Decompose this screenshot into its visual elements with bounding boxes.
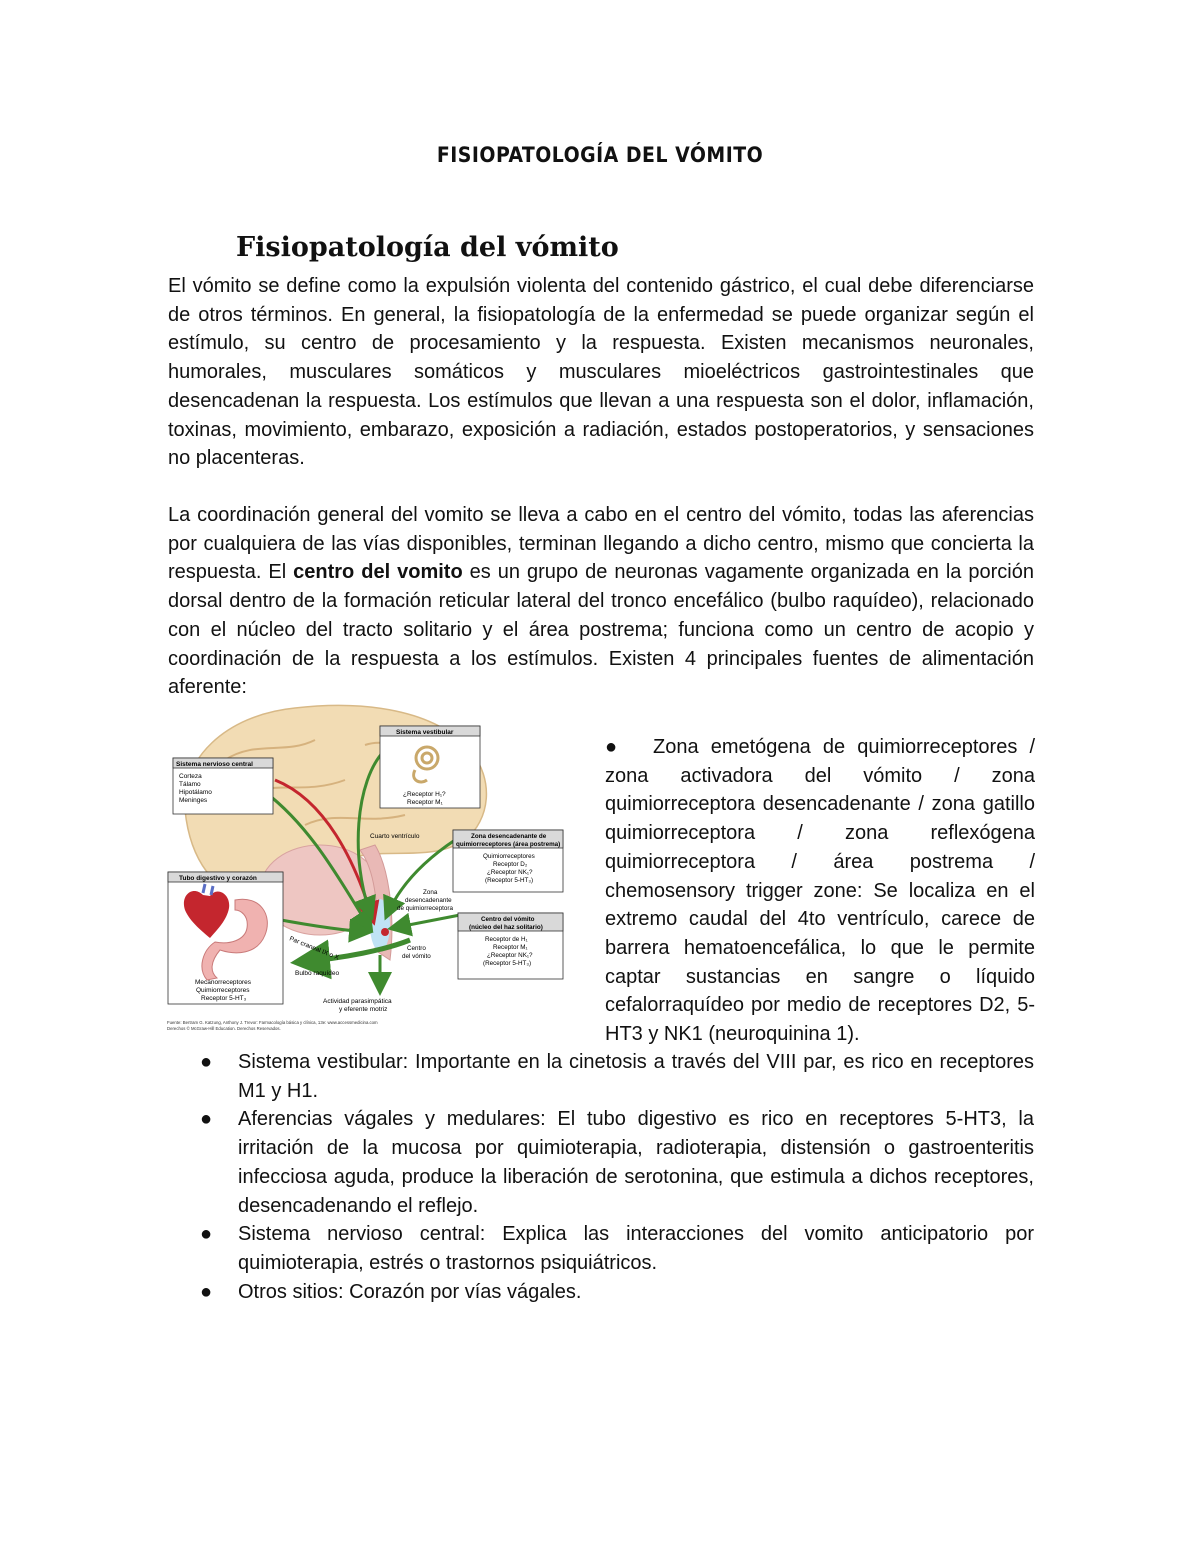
bullet-dot: ● <box>200 1108 213 1131</box>
centro-item: Receptor de H₁ <box>485 936 528 943</box>
list-item <box>200 1048 1034 1105</box>
tubo-item: Receptor 5-HT₃ <box>201 995 247 1002</box>
tubo-item: Mecanorreceptores <box>195 979 251 986</box>
vestibular-title: Sistema vestibular <box>396 729 454 736</box>
bulbo-label: Bulbo raquídeo <box>295 970 340 977</box>
bullet-dot: ● <box>200 1223 213 1246</box>
afferent-sources-list <box>200 1048 1034 1306</box>
zona-item: Quimiorreceptores <box>483 853 535 860</box>
list-item-text: Aferencias vágales y medulares: El tubo digestivo es rico en receptores 5-HT3, la irritación de la mucosa por quimioterapia, radioterapia, distensión o gastroenteritis infecciosa aguda, produce la liberación de serotonina, que estimula a dichos receptores, desencadenando el reflejo. <box>238 1108 1034 1217</box>
side-bullet-text: Zona emetógena de quimiorreceptores / zona activadora del vómito / zona quimiorreceptora desencadenante / zona gatillo quimiorreceptora / zona reflexógena quimiorreceptora / área postrema / chemosensory trigger zone: Se localiza en el extremo caudal del 4to ventrículo, carece de barrera hematoencefálica, lo que le permite captar sustancias en sangre o líquido cefalorraquídeo por medio de receptores D2, 5-HT3 y NK1 (neuroquinina 1). <box>605 736 1035 1046</box>
zona-label: Zona <box>423 889 438 896</box>
centro-label: del vómito <box>402 953 431 960</box>
vomiting-pathway-figure <box>165 700 575 1032</box>
centro-title: Centro del vómito <box>481 916 535 923</box>
list-item <box>200 1220 1034 1277</box>
snc-item: Hipotálamo <box>179 789 212 796</box>
cuarto-ventriculo-label: Cuarto ventrículo <box>370 833 420 840</box>
centro-item: (Receptor 5-HT₃) <box>483 960 532 967</box>
bullet-dot: ● <box>200 1280 213 1303</box>
zone-dot <box>381 928 389 936</box>
figure-source: Fuente: Bertram G. Katzung, Anthony J. Trevor: Farmacología básica y clínica, 13e: www.accessmedicina.com <box>167 1020 378 1025</box>
zona-label: de quimiorreceptora <box>397 905 454 912</box>
centro-del-vomito-bold: centro del vomito <box>293 561 463 584</box>
paragraph-coordination-part1: La coordinación general del vomito se lleva a cabo en el centro del vómito, todas las aferencias por cualquiera de las vías disponibles, terminan llegando a dicho centro, mismo que concierta la respuesta. El <box>168 504 1034 584</box>
zona-item: (Receptor 5-HT₃) <box>485 877 534 884</box>
bullet-dot: ● <box>605 736 618 758</box>
zona-item: Receptor D₂ <box>493 861 528 868</box>
center-glow <box>370 899 390 951</box>
list-item-text: Sistema nervioso central: Explica las interacciones del vomito anticipatorio por quimioterapia, estrés o trastornos psiquiátricos. <box>238 1223 1034 1274</box>
par-craneal-label: Par craneal IX o X <box>288 935 340 962</box>
vestibular-item: Receptor M₁ <box>407 799 443 806</box>
snc-item: Corteza <box>179 773 202 780</box>
side-bullet-zona-emetogena <box>605 733 1035 1049</box>
centro-item: ¿Receptor NK₁? <box>487 952 533 959</box>
tubo-title: Tubo digestivo y corazón <box>179 875 257 882</box>
section-heading: Fisiopatología del vómito <box>236 232 619 263</box>
zona-title: quimiorreceptores (área postrema) <box>456 841 561 848</box>
snc-item: Meninges <box>179 797 208 804</box>
snc-item: Tálamo <box>179 781 201 788</box>
bullet-dot: ● <box>200 1051 213 1073</box>
actividad-label: y eferente motriz <box>339 1006 388 1013</box>
centro-label: Centro <box>407 945 426 952</box>
vestibular-item: ¿Receptor H₁? <box>403 791 446 798</box>
figure-copyright: Derechos © McGraw-Hill Education. Derechos Reservados. <box>167 1026 281 1031</box>
paragraph-coordination-part2: es un grupo de neuronas vagamente organizada en la porción dorsal dentro de la formación reticular lateral del tronco encefálico (bulbo raquídeo), relacionado con el núcleo del tracto solitario y el área postrema; funciona como un centro de acopio y coordinación de la respuesta a los estímulos. Existen 4 principales fuentes de alimentación aferente: <box>168 561 1034 699</box>
list-item <box>200 1105 1034 1220</box>
zona-label: desencadenante <box>405 897 452 904</box>
zona-item: ¿Receptor NK₁? <box>487 869 533 876</box>
tubo-item: Quimiorreceptores <box>196 987 250 994</box>
paragraph-coordination <box>168 501 1034 702</box>
arrow-centro <box>393 915 460 928</box>
list-item <box>200 1278 1034 1307</box>
snc-title: Sistema nervioso central <box>176 761 253 768</box>
actividad-label: Actividad parasimpática <box>323 998 392 1005</box>
zona-title: Zona desencadenante de <box>471 833 547 840</box>
list-item-text: Otros sitios: Corazón por vías vágales. <box>238 1280 582 1303</box>
document-title: FISIOPATOLOGÍA DEL VÓMITO <box>436 143 764 167</box>
paragraph-definition: El vómito se define como la expulsión violenta del contenido gástrico, el cual debe diferenciarse de otros términos. En general, la fisiopatología de la enfermedad se puede organizar según el estímulo, su centro de procesamiento y la respuesta. Existen mecanismos neuronales, humorales, musculares somáticos y musculares mioeléctricos gastrointestinales que desencadenan la respuesta. Los estímulos que llevan a una respuesta son el dolor, inflamación, toxinas, movimiento, embarazo, exposición a radiación, estados postoperatorios, y sensaciones no placenteras. <box>168 275 1034 470</box>
list-item-text: Sistema vestibular: Importante en la cinetosis a través del VIII par, es rico en receptores M1 y H1. <box>238 1051 1034 1102</box>
centro-title: (núcleo del haz solitario) <box>469 924 543 931</box>
centro-item: Receptor M₁ <box>493 944 528 951</box>
